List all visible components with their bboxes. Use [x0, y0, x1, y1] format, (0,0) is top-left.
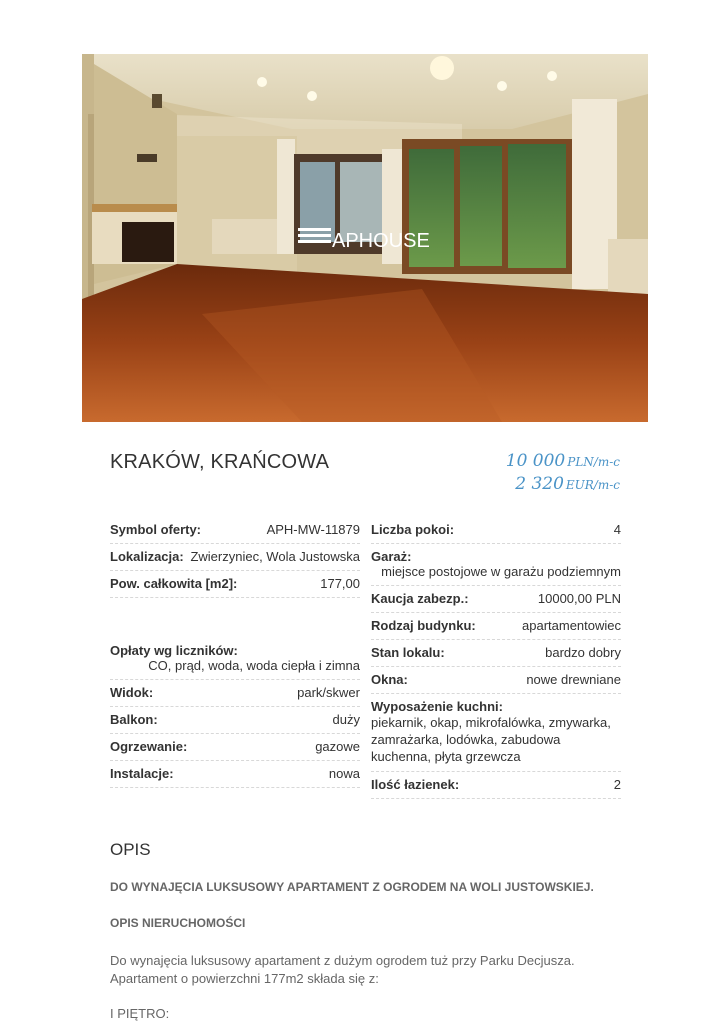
- detail-label: Opłaty wg liczników:: [110, 643, 238, 658]
- details-left-column: [110, 517, 360, 788]
- detail-row-installations: [110, 761, 360, 788]
- detail-label: Wyposażenie kuchni:: [371, 699, 503, 714]
- detail-row-bathrooms: [371, 772, 621, 799]
- detail-row-location: [110, 544, 360, 571]
- description-subheading: OPIS NIERUCHOMOŚCI: [110, 916, 246, 930]
- detail-label: Symbol oferty:: [110, 522, 202, 537]
- detail-label: Widok:: [110, 685, 154, 700]
- detail-row-view: [110, 680, 360, 707]
- spacer: [110, 598, 360, 638]
- detail-label: Balkon:: [110, 712, 158, 727]
- detail-row-rooms: [371, 517, 621, 544]
- detail-label: Ilość łazienek:: [371, 777, 460, 792]
- price-pln-unit: PLN/m-c: [567, 455, 620, 469]
- detail-row-deposit: [371, 586, 621, 613]
- detail-row-balcony: [110, 707, 360, 734]
- detail-value: Zwierzyniec, Wola Justowska: [190, 549, 360, 564]
- detail-value: CO, prąd, woda, woda ciepła i zimna: [148, 658, 360, 673]
- price-block: [506, 450, 620, 496]
- detail-label: Kaucja zabezp.:: [371, 591, 469, 606]
- description-paragraph: Do wynajęcia luksusowy apartament z dużym ogrodem tuż przy Parku Decjusza. Apartament o powierzchni 177m2 składa się z:: [110, 953, 575, 986]
- detail-label: Lokalizacja:: [110, 549, 184, 564]
- description-floor: I PIĘTRO:: [110, 1006, 170, 1021]
- detail-row-kitchen: [371, 694, 621, 772]
- detail-row-meters: [110, 638, 360, 680]
- detail-value: 2: [613, 777, 621, 792]
- detail-value: bardzo dobry: [545, 645, 621, 660]
- detail-row-area: [110, 571, 360, 598]
- detail-label: Rodzaj budynku:: [371, 618, 476, 633]
- detail-value: piekarnik, okap, mikrofalówka, zmywarka, zamrażarka, lodówka, zabudowa kuchenna, płyta grzewcza: [371, 715, 611, 764]
- detail-value: 10000,00 PLN: [537, 591, 621, 606]
- price-pln: [506, 450, 620, 473]
- listing-photo: [82, 54, 648, 422]
- detail-value: nowe drewniane: [526, 672, 621, 687]
- detail-row-building: [371, 613, 621, 640]
- detail-label: Ogrzewanie:: [110, 739, 188, 754]
- details-right-column: [371, 517, 621, 799]
- price-eur: [506, 473, 620, 496]
- detail-label: Pow. całkowita [m2]:: [110, 576, 238, 591]
- detail-label: Stan lokalu:: [371, 645, 445, 660]
- detail-value: park/skwer: [297, 685, 360, 700]
- detail-label: Garaż:: [371, 549, 412, 564]
- detail-row-condition: [371, 640, 621, 667]
- detail-value: nowa: [328, 766, 360, 781]
- detail-label: Okna:: [371, 672, 408, 687]
- detail-value: duży: [332, 712, 360, 727]
- price-pln-amount: 10 000: [505, 451, 566, 471]
- price-eur-unit: EUR/m-c: [565, 478, 620, 492]
- detail-value: gazowe: [315, 739, 360, 754]
- detail-row-heating: [110, 734, 360, 761]
- description-heading: OPIS: [110, 840, 151, 859]
- detail-row-windows: [371, 667, 621, 694]
- watermark-text: APHOUSE: [332, 230, 430, 252]
- detail-row-symbol: [110, 517, 360, 544]
- detail-value: miejsce postojowe w garażu podziemnym: [381, 564, 621, 579]
- detail-value: apartamentowiec: [522, 618, 621, 633]
- detail-row-garage: [371, 544, 621, 586]
- detail-value: APH-MW-11879: [266, 522, 360, 537]
- detail-label: Instalacje:: [110, 766, 174, 781]
- living-room-image: [82, 54, 648, 422]
- detail-label: Liczba pokoi:: [371, 522, 455, 537]
- price-eur-amount: 2 320: [515, 474, 564, 494]
- description-headline: DO WYNAJĘCIA LUKSUSOWY APARTAMENT Z OGRODEM NA WOLI JUSTOWSKIEJ.: [110, 880, 594, 894]
- detail-value: 177,00: [320, 576, 360, 591]
- listing-title: KRAKÓW, KRAŃCOWA: [110, 451, 330, 473]
- detail-value: 4: [613, 522, 621, 537]
